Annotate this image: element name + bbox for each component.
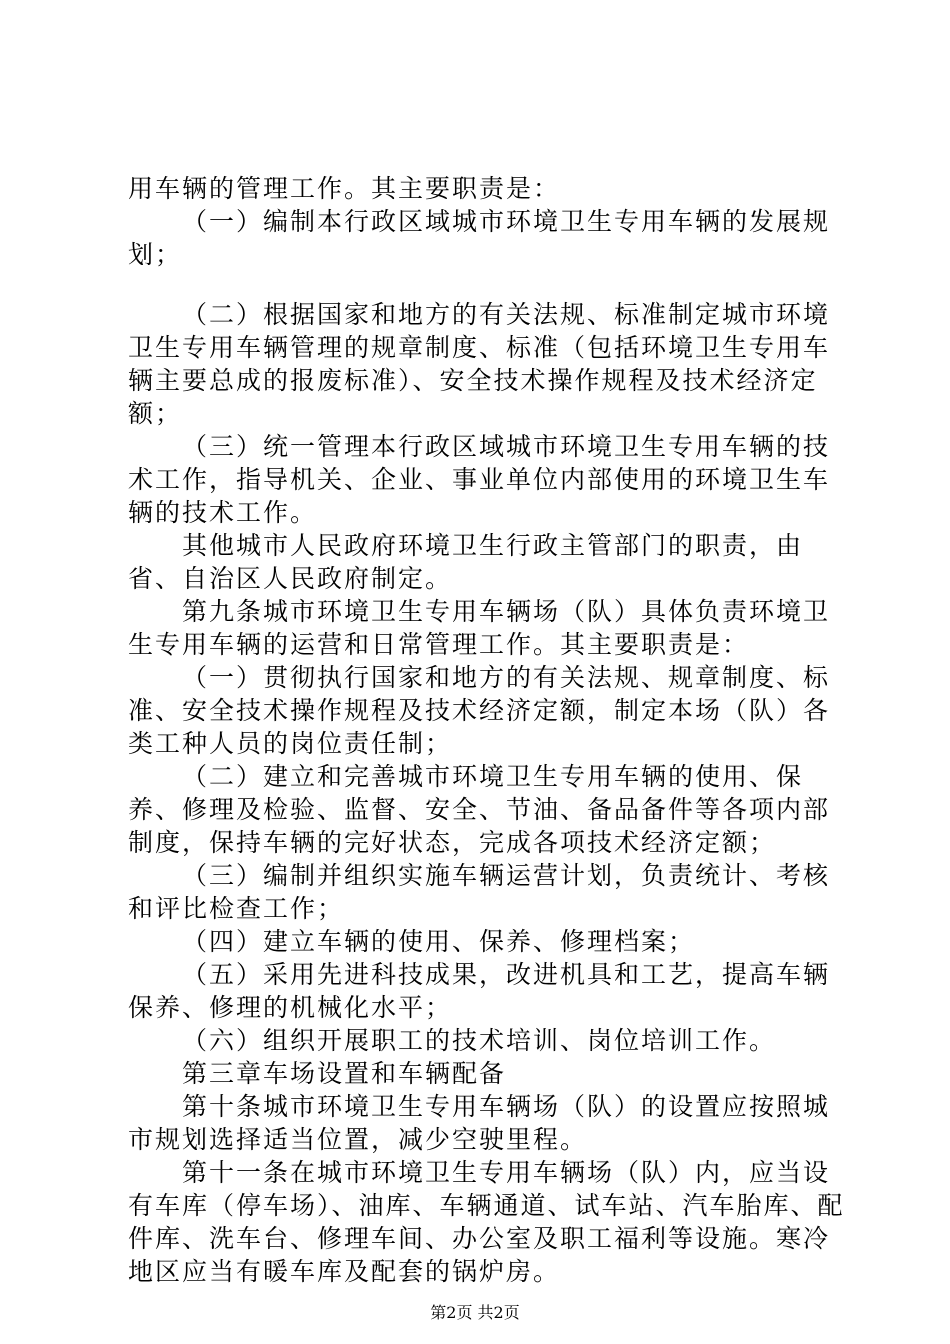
paragraph-item-3: （三）统一管理本行政区域城市环境卫生专用车辆的技术工作，指导机关、企业、事业单位内部使用的环境卫生车辆的技术工作。	[128, 432, 831, 527]
paragraph-article-10: 第十条城市环境卫生专用车辆场（队）的设置应按照城市规划选择适当位置，减少空驶里程。	[128, 1092, 831, 1154]
paragraph-other-cities: 其他城市人民政府环境卫生行政主管部门的职责，由省、自治区人民政府制定。	[128, 531, 804, 593]
chapter-heading: 第三章车场设置和车辆配备	[182, 1059, 507, 1088]
paragraph-continuation: 用车辆的管理工作。其主要职责是：	[128, 174, 561, 203]
paragraph-article-9-item-6: （六）组织开展职工的技术培训、岗位培训工作。	[182, 1026, 777, 1055]
paragraph-article-9-item-3: （三）编制并组织实施车辆运营计划，负责统计、考核和评比检查工作；	[128, 861, 831, 923]
paragraph-article-11: 第十一条在城市环境卫生专用车辆场（队）内，应当设有车库（停车场）、油库、车辆通道、试车站、汽车胎库、配件库、洗车台、修理车间、办公室及职工福利等设施。寒冷地区应当有暖车库及配套的锅炉房。	[128, 1158, 845, 1286]
paragraph-article-9-item-1: （一）贯彻执行国家和地方的有关法规、规章制度、标准、安全技术操作规程及技术经济定额，制定本场（队）各类工种人员的岗位责任制；	[128, 663, 831, 758]
page-footer	[0, 1303, 950, 1323]
paragraph-item-1: （一）编制本行政区域城市环境卫生专用车辆的发展规划；	[128, 207, 831, 269]
page-number-label: 第2页 共2页	[430, 1303, 520, 1322]
paragraph-article-9: 第九条城市环境卫生专用车辆场（队）具体负责环境卫生专用车辆的运营和日常管理工作。其主要职责是：	[128, 597, 831, 659]
paragraph-item-2: （二）根据国家和地方的有关法规、标准制定城市环境卫生专用车辆管理的规章制度、标准（包括环境卫生专用车辆主要总成的报废标准）、安全技术操作规程及技术经济定额；	[128, 300, 831, 428]
paragraph-article-9-item-2: （二）建立和完善城市环境卫生专用车辆的使用、保养、修理及检验、监督、安全、节油、备品备件等各项内部制度，保持车辆的完好状态，完成各项技术经济定额；	[128, 762, 831, 857]
paragraph-article-9-item-5: （五）采用先进科技成果，改进机具和工艺，提高车辆保养、修理的机械化水平；	[128, 960, 831, 1022]
document-body	[128, 172, 848, 1288]
paragraph-article-9-item-4: （四）建立车辆的使用、保养、修理档案；	[182, 927, 696, 956]
